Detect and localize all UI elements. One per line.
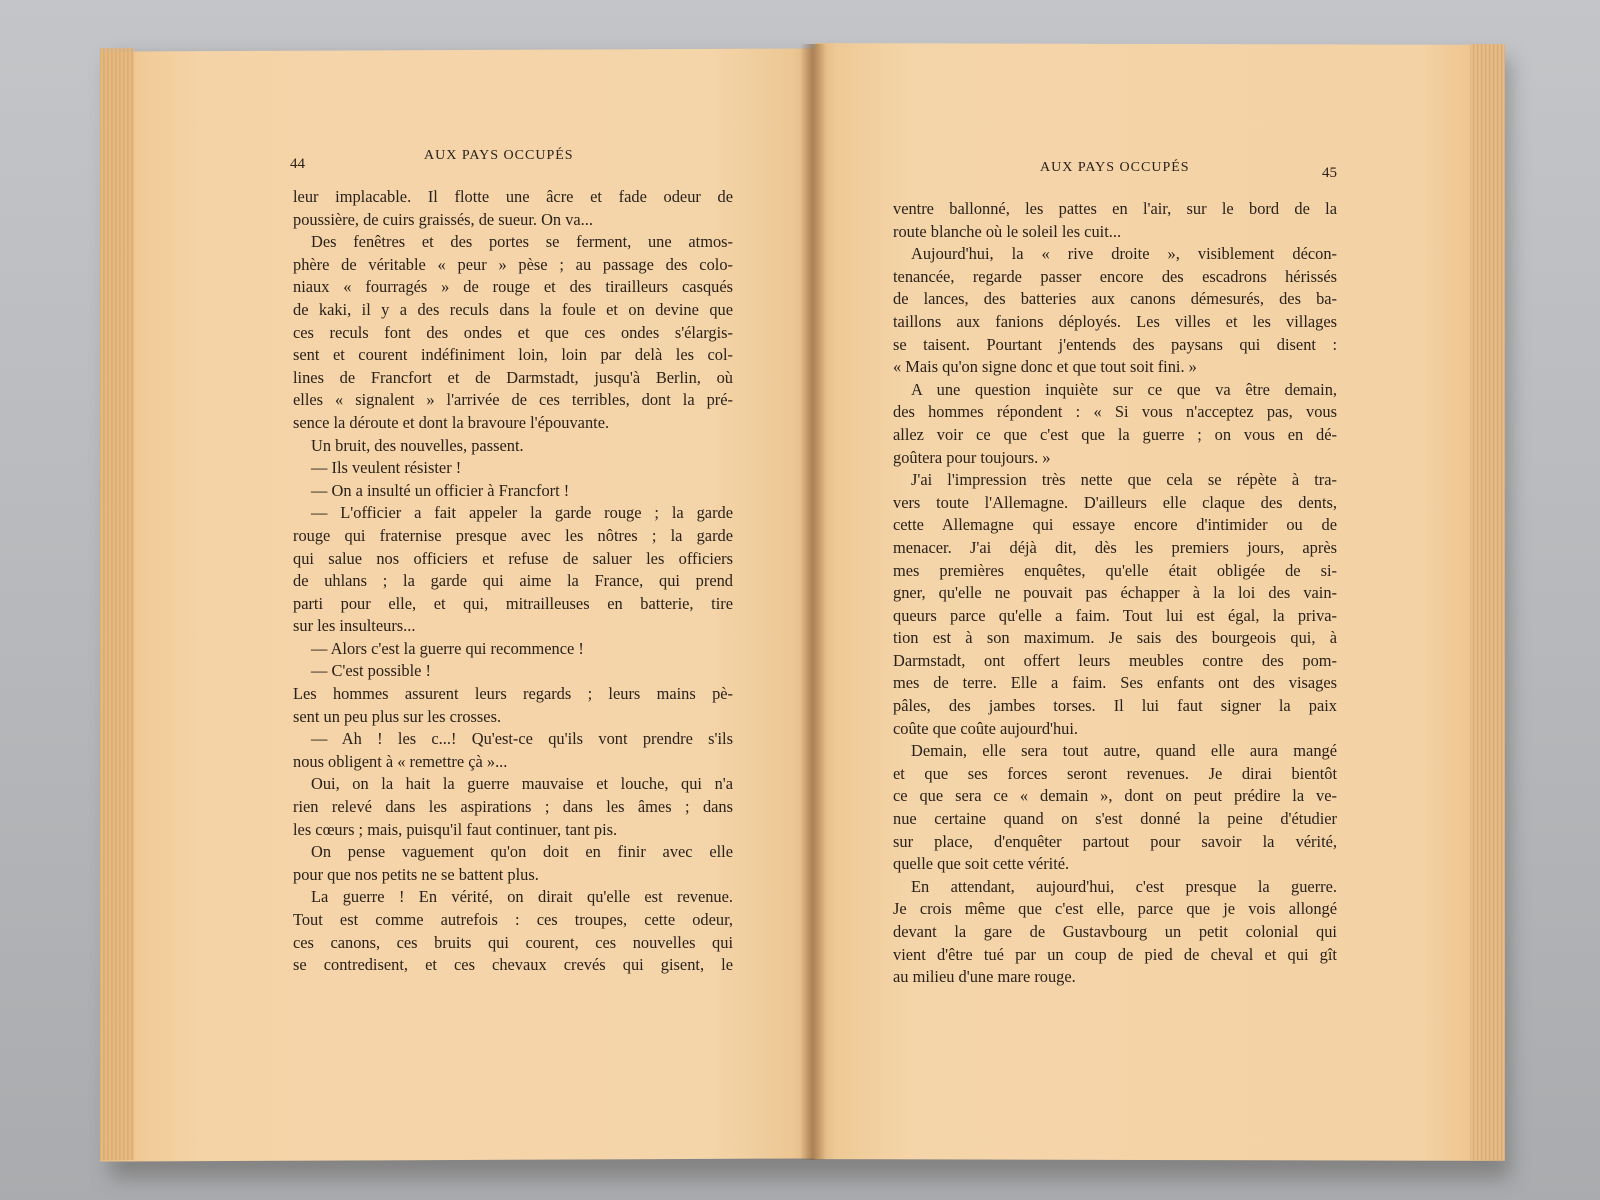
- text-line: coûte que coûte aujourd'hui.: [893, 718, 1079, 738]
- text-line: — Ils veulent résister !: [311, 458, 462, 478]
- text-line: vient d'être tué par un coup de pied de cheval et qui gît: [893, 944, 1337, 964]
- text-line: Oui, on la hait la guerre mauvaise et louche, qui n'a: [311, 774, 733, 794]
- text-line: pâles, des jambes torses. Il lui faut signer la paix: [893, 696, 1337, 716]
- text-line: On pense vaguement qu'on doit en finir avec elle: [311, 842, 733, 862]
- text-line: gner, qu'elle ne pouvait pas échapper à la loi des vain-: [893, 583, 1337, 603]
- text-line: ces canons, ces bruits qui courent, ces nouvelles qui: [293, 932, 733, 952]
- text-line: ce que sera ce « demain », dont on peut prédire la ve-: [893, 786, 1337, 806]
- left-page-text: [293, 186, 733, 977]
- text-line: mes de terre. Elle a faim. Ses enfants ont des visages: [893, 673, 1337, 693]
- text-line: de uhlans ; la garde qui aime la France, qui prend: [293, 571, 733, 591]
- text-line: ces reculs font des ondes et que ces ondes s'élargis-: [293, 322, 733, 342]
- text-line: parti pour elle, et qui, mitrailleuses en batterie, tire: [293, 593, 733, 613]
- text-line: En attendant, aujourd'hui, c'est presque la guerre.: [911, 876, 1337, 896]
- left-page-number: 44: [290, 156, 305, 172]
- text-line: au milieu d'une mare rouge.: [893, 967, 1076, 987]
- text-line: sur les insulteurs...: [293, 616, 416, 636]
- text-line: lines de Francfort et de Darmstadt, jusqu'à Berlin, où: [293, 367, 733, 387]
- text-line: des hommes répondent : « Si vous n'acceptez pas, vous: [893, 402, 1337, 422]
- text-line: et que ses forces seront revenues. Je dirai bientôt: [893, 763, 1337, 783]
- text-line: Un bruit, des nouvelles, passent.: [311, 435, 524, 455]
- text-line: niaux « fourragés » de rouge et des tirailleurs casqués: [293, 277, 733, 297]
- text-line: rien relevé dans les aspirations ; dans les âmes ; dans: [293, 797, 733, 817]
- text-line: devant la gare de Gustavbourg un petit colonial qui: [893, 922, 1337, 941]
- text-line: ventre ballonné, les pattes en l'air, sur le bord de la: [893, 199, 1337, 218]
- text-line: A une question inquiète sur ce que va être demain,: [911, 379, 1337, 399]
- text-line: sent et courent indéfiniment loin, loin par delà les col-: [293, 345, 733, 365]
- text-line: mes premières enquêtes, qu'elle était obligée de si-: [893, 560, 1337, 580]
- text-line: « Mais qu'on signe donc et que tout soit fini. »: [893, 357, 1197, 377]
- text-line: qui salue nos officiers et refuse de saluer les officiers: [293, 548, 733, 568]
- text-line: Darmstadt, ont offert leurs meubles contre des pom-: [893, 650, 1337, 670]
- text-line: cette Allemagne qui essaye encore d'intimider ou de: [893, 515, 1337, 535]
- text-line: tion est à son maximum. Je sais des bourgeois qui, à: [893, 628, 1337, 648]
- text-line: poussière, de cuirs graissés, de sueur. On va...: [293, 209, 593, 229]
- text-line: taillons aux fanions déployés. Les villes et les villages: [893, 311, 1337, 331]
- text-line: queurs parce qu'elle a faim. Tout lui est égal, la priva-: [893, 605, 1337, 625]
- text-line: sur place, d'enquêter partout pour savoir la vérité,: [893, 831, 1337, 851]
- text-line: allez voir ce que c'est que la guerre ; on vous en dé-: [893, 424, 1337, 444]
- text-line: elles « signalent » l'arrivée de ces terribles, dont la pré-: [293, 390, 733, 410]
- text-line: Des fenêtres et des portes se ferment, une atmos-: [311, 232, 733, 252]
- text-line: Demain, elle sera tout autre, quand elle aura mangé: [911, 741, 1337, 761]
- text-line: se taisent. Pourtant j'entends des paysans qui disent :: [893, 334, 1337, 354]
- text-line: sence la déroute et dont la bravoure l'épouvante.: [293, 412, 610, 432]
- text-line: les cœurs ; mais, puisqu'il faut continuer, tant pis.: [293, 819, 618, 839]
- text-line: rouge qui fraternise presque avec les nôtres ; la garde: [293, 525, 733, 545]
- text-line: La guerre ! En vérité, on dirait qu'elle est revenue.: [311, 887, 733, 907]
- left-page-edges: [100, 48, 134, 1160]
- text-line: pour que nos petits ne se battent plus.: [293, 864, 539, 884]
- text-line: route blanche où le soleil les cuit...: [893, 221, 1122, 241]
- left-running-head: AUX PAYS OCCUPÉS: [424, 148, 574, 163]
- text-line: Aujourd'hui, la « rive droite », visiblement décon-: [911, 244, 1337, 264]
- text-line: vers toute l'Allemagne. D'ailleurs elle claque des dents,: [893, 492, 1337, 512]
- text-line: — Ah ! les c...! Qu'est-ce qu'ils vont prendre s'ils: [311, 729, 733, 749]
- text-line: de kaki, il y a des reculs dans la foule et on devine que: [293, 299, 733, 319]
- right-running-head: AUX PAYS OCCUPÉS: [1040, 160, 1190, 175]
- text-line: sent un peu plus sur les crosses.: [293, 706, 502, 726]
- text-line: — L'officier a fait appeler la garde rouge ; la garde: [311, 503, 733, 523]
- text-line: nue certaine quand on s'est donné la peine d'étudier: [893, 809, 1337, 829]
- text-line: se contredisent, et ces chevaux crevés qui gisent, le: [293, 955, 733, 975]
- text-line: nous obligent à « remettre çà »...: [293, 751, 508, 771]
- text-line: Je crois même que c'est elle, parce que je vois allongé: [893, 899, 1337, 919]
- right-page-text: [893, 198, 1337, 989]
- text-line: quelle que soit cette vérité.: [893, 854, 1070, 874]
- text-line: Les hommes assurent leurs regards ; leurs mains pè-: [293, 684, 733, 704]
- text-line: J'ai l'impression très nette que cela se répète à tra-: [911, 470, 1337, 490]
- text-line: phère de véritable « peur » pèse ; au passage des colo-: [293, 254, 733, 274]
- right-page-edges: [1470, 44, 1504, 1160]
- text-line: — On a insulté un officier à Francfort !: [311, 480, 570, 500]
- text-line: menacer. J'ai déjà dit, dès les premiers jours, après: [893, 537, 1337, 557]
- text-line: — Alors c'est la guerre qui recommence !: [311, 638, 584, 658]
- right-page-number: 45: [1322, 165, 1337, 181]
- text-line: tenancée, regarde passer encore des escadrons hérissés: [893, 266, 1337, 286]
- book-gutter: [800, 44, 826, 1160]
- text-line: de lances, des batteries aux canons démesurés, des ba-: [893, 289, 1337, 309]
- text-line: leur implacable. Il flotte une âcre et fade odeur de: [293, 187, 733, 206]
- text-line: — C'est possible !: [311, 661, 431, 681]
- text-line: Tout est comme autrefois : ces troupes, cette odeur,: [293, 910, 733, 929]
- text-line: goûtera pour toujours. »: [893, 447, 1051, 467]
